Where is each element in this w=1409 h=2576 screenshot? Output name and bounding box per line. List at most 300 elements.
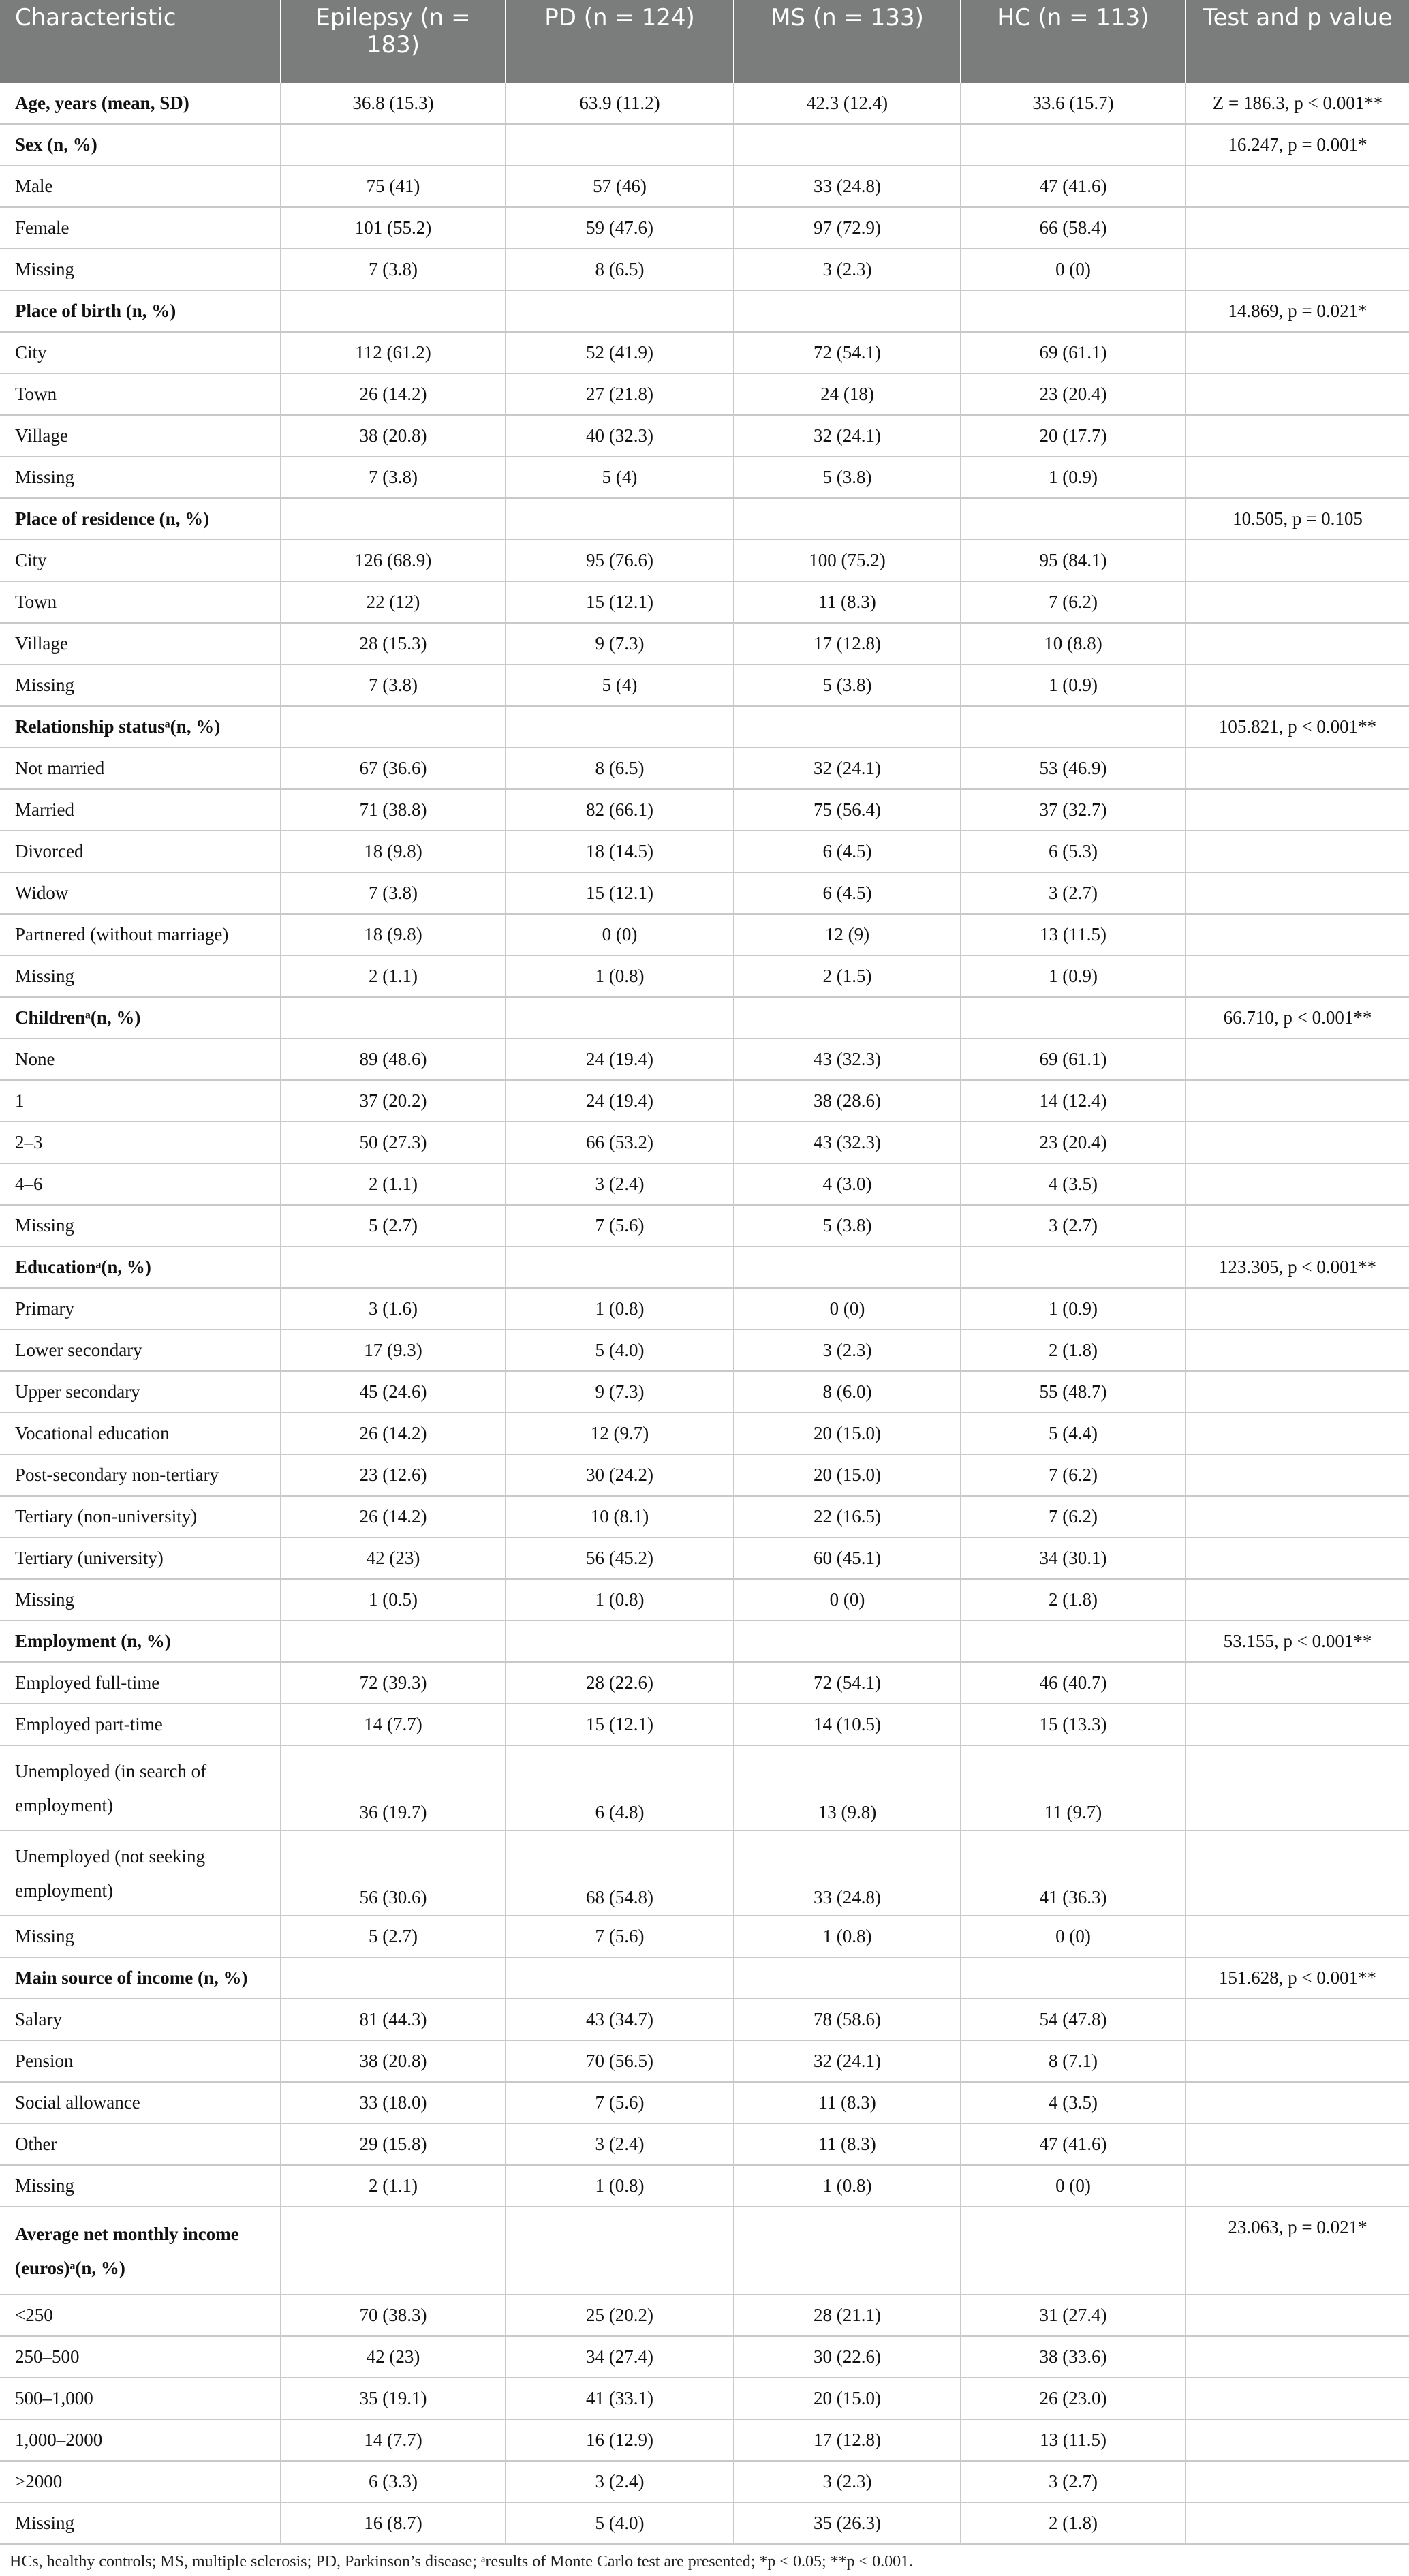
cell-epilepsy: 101 (55.2): [281, 207, 506, 249]
table-row-category: [0, 498, 1409, 540]
cell-test-p-value: [1186, 955, 1409, 997]
cell-ms: 13 (9.8): [734, 1745, 961, 1830]
cell-epilepsy: [281, 290, 506, 332]
cell-pd: 8 (6.5): [506, 748, 734, 789]
row-label: Employment (n, %): [0, 1621, 281, 1662]
row-label: Village: [0, 415, 281, 457]
cell-ms: [734, 1957, 961, 1999]
cell-ms: [734, 2207, 961, 2295]
table-row: [0, 1662, 1409, 1704]
cell-test-p-value: [1186, 789, 1409, 831]
row-label: Not married: [0, 748, 281, 789]
cell-ms: 32 (24.1): [734, 415, 961, 457]
table-row-category: [0, 290, 1409, 332]
header-epilepsy: Epilepsy (n = 183): [281, 0, 506, 83]
cell-test-p-value: 105.821, p < 0.001**: [1186, 706, 1409, 748]
cell-hc: 47 (41.6): [961, 2123, 1186, 2165]
table-row: [0, 1122, 1409, 1163]
table-row: [0, 1830, 1409, 1916]
cell-hc: 0 (0): [961, 249, 1186, 290]
cell-hc: 3 (2.7): [961, 2461, 1186, 2502]
cell-test-p-value: [1186, 623, 1409, 664]
cell-epilepsy: 1 (0.5): [281, 1579, 506, 1621]
cell-ms: 75 (56.4): [734, 789, 961, 831]
cell-hc: 1 (0.9): [961, 457, 1186, 498]
cell-epilepsy: 42 (23): [281, 2336, 506, 2378]
row-label: Married: [0, 789, 281, 831]
cell-hc: [961, 124, 1186, 166]
cell-ms: 12 (9): [734, 914, 961, 955]
cell-hc: [961, 1957, 1186, 1999]
row-label: Divorced: [0, 831, 281, 872]
cell-epilepsy: 38 (20.8): [281, 415, 506, 457]
cell-hc: 34 (30.1): [961, 1537, 1186, 1579]
cell-epilepsy: 2 (1.1): [281, 2165, 506, 2207]
cell-pd: 15 (12.1): [506, 872, 734, 914]
table-row: [0, 2461, 1409, 2502]
table-row: [0, 1163, 1409, 1205]
cell-hc: 1 (0.9): [961, 955, 1186, 997]
cell-pd: 34 (27.4): [506, 2336, 734, 2378]
table-row-category: [0, 83, 1409, 124]
cell-ms: 42.3 (12.4): [734, 83, 961, 124]
cell-hc: 2 (1.8): [961, 1579, 1186, 1621]
table-row-category: [0, 1246, 1409, 1288]
cell-pd: 40 (32.3): [506, 415, 734, 457]
table-row-category: [0, 2207, 1409, 2295]
row-label: Lower secondary: [0, 1330, 281, 1371]
cell-ms: 43 (32.3): [734, 1122, 961, 1163]
cell-test-p-value: [1186, 540, 1409, 581]
cell-hc: 23 (20.4): [961, 1122, 1186, 1163]
cell-test-p-value: [1186, 1122, 1409, 1163]
cell-hc: 23 (20.4): [961, 373, 1186, 415]
table-row: [0, 914, 1409, 955]
table-row: [0, 2165, 1409, 2207]
table-row: [0, 1330, 1409, 1371]
cell-test-p-value: [1186, 166, 1409, 207]
row-label: Missing: [0, 1916, 281, 1957]
cell-ms: 11 (8.3): [734, 581, 961, 623]
cell-hc: [961, 290, 1186, 332]
header-ms: MS (n = 133): [734, 0, 961, 83]
cell-epilepsy: 18 (9.8): [281, 831, 506, 872]
cell-test-p-value: [1186, 1745, 1409, 1830]
cell-pd: 3 (2.4): [506, 2461, 734, 2502]
cell-pd: 70 (56.5): [506, 2040, 734, 2082]
cell-ms: 0 (0): [734, 1579, 961, 1621]
cell-epilepsy: 14 (7.7): [281, 2419, 506, 2461]
cell-test-p-value: [1186, 1205, 1409, 1246]
cell-test-p-value: [1186, 1704, 1409, 1745]
cell-test-p-value: [1186, 207, 1409, 249]
cell-hc: 26 (23.0): [961, 2378, 1186, 2419]
table-row: [0, 581, 1409, 623]
cell-hc: [961, 1621, 1186, 1662]
cell-test-p-value: 14.869, p = 0.021*: [1186, 290, 1409, 332]
row-label: Missing: [0, 457, 281, 498]
cell-epilepsy: 6 (3.3): [281, 2461, 506, 2502]
row-label: 1,000–2000: [0, 2419, 281, 2461]
row-label: Village: [0, 623, 281, 664]
cell-hc: 2 (1.8): [961, 2502, 1186, 2544]
table-row: [0, 2123, 1409, 2165]
table-row: [0, 1205, 1409, 1246]
row-label: Partnered (without marriage): [0, 914, 281, 955]
table-row: [0, 1080, 1409, 1122]
cell-ms: 2 (1.5): [734, 955, 961, 997]
cell-test-p-value: [1186, 249, 1409, 290]
cell-epilepsy: 22 (12): [281, 581, 506, 623]
cell-ms: [734, 498, 961, 540]
row-label: None: [0, 1039, 281, 1080]
row-label: Post-secondary non-tertiary: [0, 1454, 281, 1496]
cell-pd: 24 (19.4): [506, 1039, 734, 1080]
cell-pd: [506, 1957, 734, 1999]
cell-test-p-value: [1186, 1163, 1409, 1205]
cell-hc: 2 (1.8): [961, 1330, 1186, 1371]
cell-pd: [506, 706, 734, 748]
table-row: [0, 2295, 1409, 2336]
cell-pd: 24 (19.4): [506, 1080, 734, 1122]
cell-test-p-value: [1186, 2165, 1409, 2207]
row-label: Pension: [0, 2040, 281, 2082]
cell-epilepsy: 28 (15.3): [281, 623, 506, 664]
cell-epilepsy: 35 (19.1): [281, 2378, 506, 2419]
cell-hc: 7 (6.2): [961, 1454, 1186, 1496]
cell-pd: 0 (0): [506, 914, 734, 955]
table-row: [0, 1371, 1409, 1413]
cell-pd: 57 (46): [506, 166, 734, 207]
cell-epilepsy: 3 (1.6): [281, 1288, 506, 1330]
cell-ms: 20 (15.0): [734, 1454, 961, 1496]
row-label: City: [0, 332, 281, 373]
cell-epilepsy: 126 (68.9): [281, 540, 506, 581]
cell-epilepsy: [281, 2207, 506, 2295]
cell-pd: [506, 498, 734, 540]
cell-test-p-value: [1186, 1371, 1409, 1413]
cell-test-p-value: [1186, 2295, 1409, 2336]
cell-test-p-value: [1186, 2378, 1409, 2419]
table-row: [0, 789, 1409, 831]
cell-hc: [961, 1246, 1186, 1288]
cell-pd: 5 (4.0): [506, 2502, 734, 2544]
cell-hc: [961, 997, 1186, 1039]
cell-test-p-value: [1186, 415, 1409, 457]
cell-hc: 7 (6.2): [961, 1496, 1186, 1537]
cell-hc: 7 (6.2): [961, 581, 1186, 623]
cell-epilepsy: 2 (1.1): [281, 1163, 506, 1205]
cell-ms: [734, 290, 961, 332]
row-label: 1: [0, 1080, 281, 1122]
cell-hc: 20 (17.7): [961, 415, 1186, 457]
table-row: [0, 623, 1409, 664]
cell-pd: 15 (12.1): [506, 581, 734, 623]
table-row: [0, 2336, 1409, 2378]
cell-hc: 37 (32.7): [961, 789, 1186, 831]
cell-epilepsy: 7 (3.8): [281, 249, 506, 290]
cell-test-p-value: 16.247, p = 0.001*: [1186, 124, 1409, 166]
cell-ms: 100 (75.2): [734, 540, 961, 581]
cell-test-p-value: [1186, 2502, 1409, 2544]
cell-ms: 5 (3.8): [734, 664, 961, 706]
header-row: [0, 0, 1409, 83]
table-footnote: HCs, healthy controls; MS, multiple sclerosis; PD, Parkinson’s disease; ᵃresults of Monte Carlo test are presented; *p < 0.05; **p < 0.001.: [10, 2553, 914, 2571]
cell-pd: [506, 997, 734, 1039]
cell-hc: 4 (3.5): [961, 2082, 1186, 2123]
cell-test-p-value: [1186, 1454, 1409, 1496]
row-label: Employed full-time: [0, 1662, 281, 1704]
cell-pd: 30 (24.2): [506, 1454, 734, 1496]
table-row: [0, 2502, 1409, 2544]
cell-test-p-value: [1186, 872, 1409, 914]
cell-pd: 12 (9.7): [506, 1413, 734, 1454]
cell-test-p-value: [1186, 1537, 1409, 1579]
cell-test-p-value: [1186, 1999, 1409, 2040]
cell-pd: 5 (4): [506, 457, 734, 498]
cell-epilepsy: 14 (7.7): [281, 1704, 506, 1745]
table-row: [0, 2419, 1409, 2461]
header-hc: HC (n = 113): [961, 0, 1186, 83]
table-row: [0, 207, 1409, 249]
cell-pd: 68 (54.8): [506, 1830, 734, 1916]
cell-ms: 24 (18): [734, 373, 961, 415]
row-label: Other: [0, 2123, 281, 2165]
table-body: [0, 83, 1409, 2544]
cell-epilepsy: [281, 1621, 506, 1662]
cell-hc: [961, 706, 1186, 748]
cell-pd: 1 (0.8): [506, 1288, 734, 1330]
cell-pd: 18 (14.5): [506, 831, 734, 872]
cell-pd: [506, 124, 734, 166]
cell-epilepsy: [281, 1246, 506, 1288]
cell-pd: 1 (0.8): [506, 955, 734, 997]
cell-epilepsy: 56 (30.6): [281, 1830, 506, 1916]
cell-pd: 59 (47.6): [506, 207, 734, 249]
cell-ms: 5 (3.8): [734, 1205, 961, 1246]
cell-hc: 41 (36.3): [961, 1830, 1186, 1916]
cell-epilepsy: 23 (12.6): [281, 1454, 506, 1496]
cell-hc: 11 (9.7): [961, 1745, 1186, 1830]
table-row: [0, 1288, 1409, 1330]
cell-pd: 8 (6.5): [506, 249, 734, 290]
cell-epilepsy: 33 (18.0): [281, 2082, 506, 2123]
cell-pd: [506, 290, 734, 332]
cell-pd: 7 (5.6): [506, 1205, 734, 1246]
cell-test-p-value: [1186, 831, 1409, 872]
cell-ms: 43 (32.3): [734, 1039, 961, 1080]
cell-ms: 3 (2.3): [734, 1330, 961, 1371]
cell-hc: 66 (58.4): [961, 207, 1186, 249]
cell-pd: 3 (2.4): [506, 1163, 734, 1205]
cell-hc: 13 (11.5): [961, 914, 1186, 955]
cell-hc: 47 (41.6): [961, 166, 1186, 207]
cell-pd: 43 (34.7): [506, 1999, 734, 2040]
row-label: 2–3: [0, 1122, 281, 1163]
cell-epilepsy: [281, 1957, 506, 1999]
cell-hc: 1 (0.9): [961, 664, 1186, 706]
cell-ms: 35 (26.3): [734, 2502, 961, 2544]
cell-epilepsy: 38 (20.8): [281, 2040, 506, 2082]
row-label: Social allowance: [0, 2082, 281, 2123]
header-characteristic: Characteristic: [0, 0, 281, 83]
row-label: Town: [0, 373, 281, 415]
cell-test-p-value: [1186, 2082, 1409, 2123]
row-label: Average net monthly income (euros)ᵃ(n, %): [0, 2207, 281, 2295]
cell-ms: 72 (54.1): [734, 1662, 961, 1704]
table-row: [0, 1039, 1409, 1080]
cell-pd: 56 (45.2): [506, 1537, 734, 1579]
cell-test-p-value: Z = 186.3, p < 0.001**: [1186, 83, 1409, 124]
row-label: Tertiary (university): [0, 1537, 281, 1579]
table-row: [0, 457, 1409, 498]
cell-hc: 0 (0): [961, 2165, 1186, 2207]
row-label: Relationship statusᵃ(n, %): [0, 706, 281, 748]
header-pd: PD (n = 124): [506, 0, 734, 83]
row-label: Missing: [0, 1205, 281, 1246]
cell-ms: 38 (28.6): [734, 1080, 961, 1122]
cell-epilepsy: 67 (36.6): [281, 748, 506, 789]
row-label: Missing: [0, 2502, 281, 2544]
cell-ms: [734, 1246, 961, 1288]
cell-pd: 5 (4): [506, 664, 734, 706]
cell-test-p-value: [1186, 1288, 1409, 1330]
row-label: Missing: [0, 955, 281, 997]
table-row-category: [0, 124, 1409, 166]
cell-epilepsy: 112 (61.2): [281, 332, 506, 373]
table-row: [0, 2040, 1409, 2082]
cell-test-p-value: [1186, 1080, 1409, 1122]
cell-epilepsy: [281, 498, 506, 540]
cell-ms: 1 (0.8): [734, 1916, 961, 1957]
cell-ms: 5 (3.8): [734, 457, 961, 498]
cell-epilepsy: 70 (38.3): [281, 2295, 506, 2336]
cell-pd: 41 (33.1): [506, 2378, 734, 2419]
cell-pd: 63.9 (11.2): [506, 83, 734, 124]
cell-test-p-value: 151.628, p < 0.001**: [1186, 1957, 1409, 1999]
table-row: [0, 1496, 1409, 1537]
cell-hc: 54 (47.8): [961, 1999, 1186, 2040]
table-row: [0, 872, 1409, 914]
cell-pd: 52 (41.9): [506, 332, 734, 373]
cell-hc: 33.6 (15.7): [961, 83, 1186, 124]
cell-epilepsy: [281, 706, 506, 748]
table-row: [0, 249, 1409, 290]
cell-pd: 10 (8.1): [506, 1496, 734, 1537]
cell-pd: 1 (0.8): [506, 2165, 734, 2207]
table-row: [0, 664, 1409, 706]
cell-test-p-value: [1186, 2461, 1409, 2502]
row-label: Missing: [0, 1579, 281, 1621]
cell-test-p-value: [1186, 664, 1409, 706]
cell-hc: 95 (84.1): [961, 540, 1186, 581]
cell-ms: 4 (3.0): [734, 1163, 961, 1205]
cell-epilepsy: 50 (27.3): [281, 1122, 506, 1163]
cell-epilepsy: 42 (23): [281, 1537, 506, 1579]
row-label: Employed part-time: [0, 1704, 281, 1745]
cell-test-p-value: [1186, 1830, 1409, 1916]
cell-epilepsy: 18 (9.8): [281, 914, 506, 955]
cell-pd: 7 (5.6): [506, 2082, 734, 2123]
cell-ms: 78 (58.6): [734, 1999, 961, 2040]
row-label: Tertiary (non-university): [0, 1496, 281, 1537]
row-label: Place of birth (n, %): [0, 290, 281, 332]
cell-test-p-value: [1186, 373, 1409, 415]
cell-epilepsy: 26 (14.2): [281, 1413, 506, 1454]
row-label: >2000: [0, 2461, 281, 2502]
table-row: [0, 1454, 1409, 1496]
cell-ms: 14 (10.5): [734, 1704, 961, 1745]
cell-test-p-value: [1186, 1039, 1409, 1080]
row-label: City: [0, 540, 281, 581]
cell-hc: 38 (33.6): [961, 2336, 1186, 2378]
cell-ms: 11 (8.3): [734, 2082, 961, 2123]
cell-test-p-value: [1186, 457, 1409, 498]
cell-ms: [734, 1621, 961, 1662]
cell-ms: 33 (24.8): [734, 166, 961, 207]
cell-pd: 16 (12.9): [506, 2419, 734, 2461]
table-row: [0, 166, 1409, 207]
row-label: Primary: [0, 1288, 281, 1330]
cell-test-p-value: 123.305, p < 0.001**: [1186, 1246, 1409, 1288]
cell-ms: 3 (2.3): [734, 249, 961, 290]
cell-ms: 6 (4.5): [734, 872, 961, 914]
cell-ms: 33 (24.8): [734, 1830, 961, 1916]
cell-pd: 66 (53.2): [506, 1122, 734, 1163]
table-row: [0, 2378, 1409, 2419]
cell-epilepsy: [281, 124, 506, 166]
cell-epilepsy: 5 (2.7): [281, 1205, 506, 1246]
row-label: Female: [0, 207, 281, 249]
cell-ms: 1 (0.8): [734, 2165, 961, 2207]
table-row: [0, 373, 1409, 415]
cell-test-p-value: [1186, 2123, 1409, 2165]
cell-pd: 3 (2.4): [506, 2123, 734, 2165]
table-row-category: [0, 706, 1409, 748]
cell-epilepsy: 37 (20.2): [281, 1080, 506, 1122]
cell-ms: 17 (12.8): [734, 623, 961, 664]
cell-hc: 69 (61.1): [961, 1039, 1186, 1080]
cell-ms: 22 (16.5): [734, 1496, 961, 1537]
cell-hc: 6 (5.3): [961, 831, 1186, 872]
cell-ms: 30 (22.6): [734, 2336, 961, 2378]
cell-hc: 55 (48.7): [961, 1371, 1186, 1413]
cell-ms: 0 (0): [734, 1288, 961, 1330]
cell-epilepsy: 45 (24.6): [281, 1371, 506, 1413]
cell-epilepsy: [281, 997, 506, 1039]
cell-test-p-value: [1186, 332, 1409, 373]
cell-test-p-value: 66.710, p < 0.001**: [1186, 997, 1409, 1039]
cell-ms: 3 (2.3): [734, 2461, 961, 2502]
cell-hc: 1 (0.9): [961, 1288, 1186, 1330]
cell-pd: 6 (4.8): [506, 1745, 734, 1830]
cell-epilepsy: 17 (9.3): [281, 1330, 506, 1371]
cell-test-p-value: [1186, 2419, 1409, 2461]
cell-ms: [734, 997, 961, 1039]
cell-hc: 8 (7.1): [961, 2040, 1186, 2082]
cell-pd: 27 (21.8): [506, 373, 734, 415]
cell-pd: 15 (12.1): [506, 1704, 734, 1745]
cell-pd: 25 (20.2): [506, 2295, 734, 2336]
table-row: [0, 1745, 1409, 1830]
table-row: [0, 1999, 1409, 2040]
cell-ms: 20 (15.0): [734, 1413, 961, 1454]
cell-ms: [734, 124, 961, 166]
table-row: [0, 1579, 1409, 1621]
cell-ms: [734, 706, 961, 748]
cell-test-p-value: [1186, 1662, 1409, 1704]
cell-pd: 82 (66.1): [506, 789, 734, 831]
